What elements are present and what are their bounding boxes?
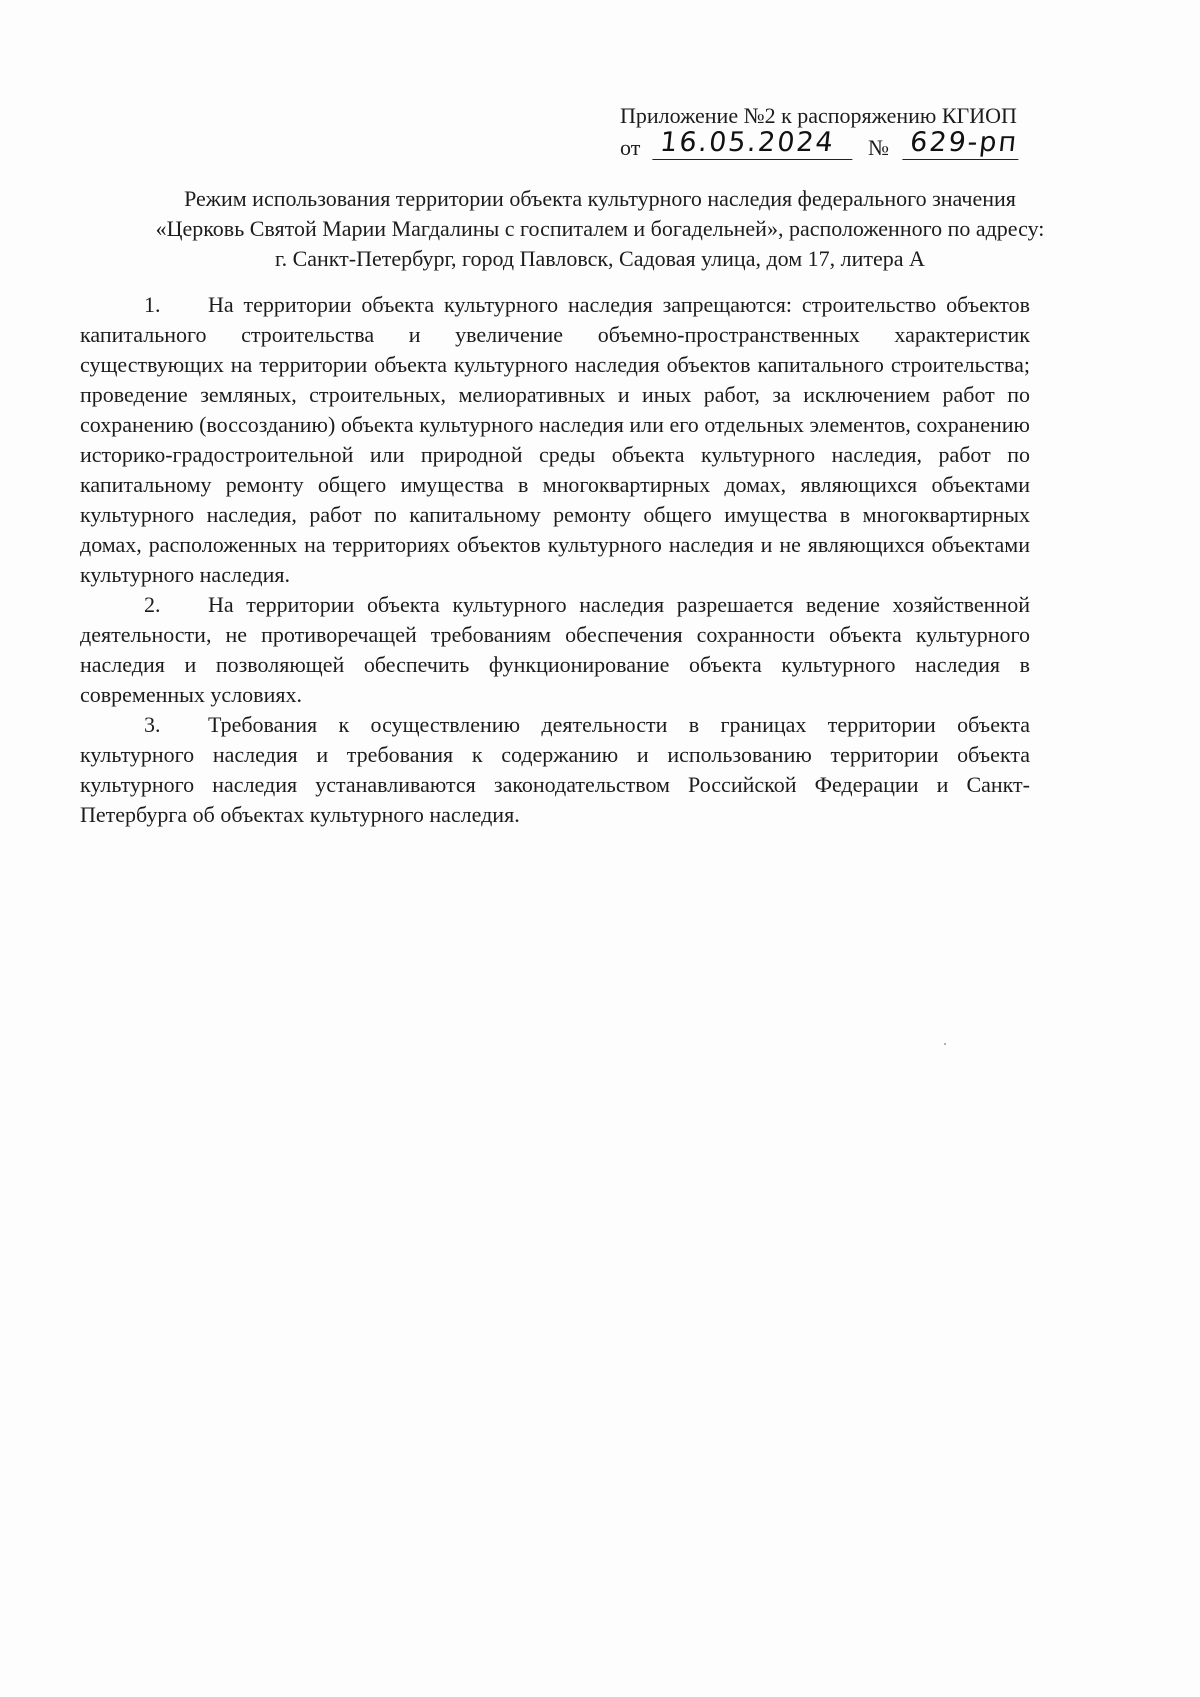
paragraph-1-text: На территории объекта культурного наследия запрещаются: строительство объектов капитального строительства и увеличение объемно-пространственных характеристик существующих на территории объекта культурного наследия объектов капитального строительства; проведение земляных, строительных, мелиоративных и иных работ, за исключением работ по сохранению (воссозданию) объекта культурного наследия или его отдельных элементов, сохранению историко-градостроительной или природной среды объекта культурного наследия, работ по капитальному ремонту общего имущества в многоквартирных домах, являющихся объектами культурного наследия, работ по капитальному ремонту общего имущества в многоквартирных домах, расположенных на территориях объектов культурного наследия и не являющихся объектами культурного наследия.	[80, 292, 1030, 587]
paragraph-3-number: 3.	[144, 712, 161, 737]
paragraph-3	[80, 710, 1030, 830]
handwritten-order-number: 629-рп	[902, 128, 1021, 160]
document-header	[620, 102, 1060, 168]
title-line-2: «Церковь Святой Марии Магдалины с госпиталем и богадельней», расположенного по адресу:	[155, 216, 1045, 241]
paragraph-2-text: На территории объекта культурного наследия разрешается ведение хозяйственной деятельности, не противоречащей требованиям обеспечения сохранности объекта культурного наследия и позволяющей обеспечить функционирование объекта культурного наследия в современных условиях.	[80, 592, 1030, 707]
document-body	[80, 290, 1030, 830]
title-line-3: г. Санкт-Петербург, город Павловск, Садовая улица, дом 17, литера А	[275, 246, 925, 271]
date-prefix: от	[620, 135, 641, 160]
paragraph-2-number: 2.	[144, 592, 161, 617]
scan-speck	[944, 1043, 946, 1045]
paragraph-1-number: 1.	[144, 292, 161, 317]
handwritten-order-date: 16.05.2024	[652, 128, 855, 160]
order-date-number-line	[620, 127, 1060, 168]
paragraph-1	[80, 290, 1030, 590]
paragraph-3-text: Требования к осуществлению деятельности в границах территории объекта культурного наследия и требования к содержанию и использованию территории объекта культурного наследия устанавливаются законодательством Российской Федерации и Санкт-Петербурга об объектах культурного наследия.	[80, 712, 1030, 827]
document-title	[80, 184, 1120, 274]
paragraph-2	[80, 590, 1030, 710]
title-line-1: Режим использования территории объекта культурного наследия федерального значения	[184, 186, 1016, 211]
number-sign: №	[868, 135, 889, 160]
appendix-reference: Приложение №2 к распоряжению КГИОП	[620, 103, 1017, 128]
